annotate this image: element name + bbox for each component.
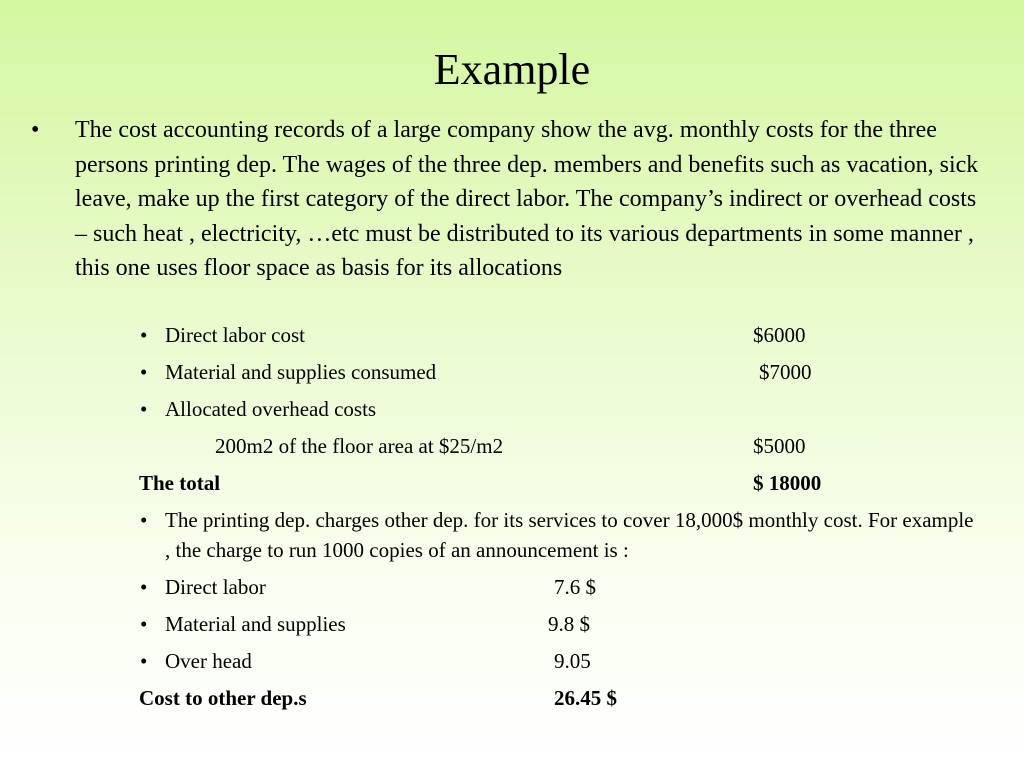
bullet-dot: • — [140, 323, 148, 347]
run-value: 9.8 $ — [548, 612, 590, 636]
bullet-dot: • — [31, 117, 40, 143]
total-label: The total — [139, 471, 221, 495]
bullet-dot: • — [140, 360, 148, 384]
intro-text: The cost accounting records of a large company show the avg. monthly costs for the three persons printing dep. The wages of the three dep. members and benefits such as vacation, sick leave, make up the first category of the direct labor. The company’s indirect or overhead costs – such heat , electricity, …etc must be distributed to its various departments in some manner , this one uses floor space as basis for its allocations — [75, 117, 979, 281]
cost-label: Material and supplies consumed — [165, 360, 437, 384]
bullet-dot: • — [140, 649, 148, 673]
bullet-dot: • — [140, 397, 148, 421]
cost-label: 200m2 of the floor area at $25/m2 — [215, 434, 504, 458]
cost-value: $6000 — [753, 323, 806, 347]
bullet-dot: • — [140, 575, 148, 599]
slide-title: Example — [433, 45, 591, 94]
run-value: 7.6 $ — [554, 575, 596, 599]
bullet-dot: • — [140, 508, 148, 532]
cost-label: Direct labor cost — [165, 323, 305, 347]
cost-total-label: Cost to other dep.s — [139, 686, 307, 710]
charges-text: The printing dep. charges other dep. for its services to cover 18,000$ monthly cost. For example , the charge to run 1000 copies of an announcement is : — [165, 508, 974, 562]
cost-value: $5000 — [753, 434, 806, 458]
run-label: Direct labor — [165, 575, 266, 599]
run-label: Material and supplies — [165, 612, 346, 636]
run-value: 9.05 — [554, 649, 591, 673]
run-label: Over head — [165, 649, 252, 673]
bullet-dot: • — [140, 612, 148, 636]
cost-label: Allocated overhead costs — [165, 397, 377, 421]
cost-value: $7000 — [759, 360, 812, 384]
cost-total-value: 26.45 $ — [554, 686, 617, 710]
total-value: $ 18000 — [753, 471, 822, 495]
intro-bullet — [31, 113, 981, 286]
charges-bullet — [140, 505, 980, 565]
